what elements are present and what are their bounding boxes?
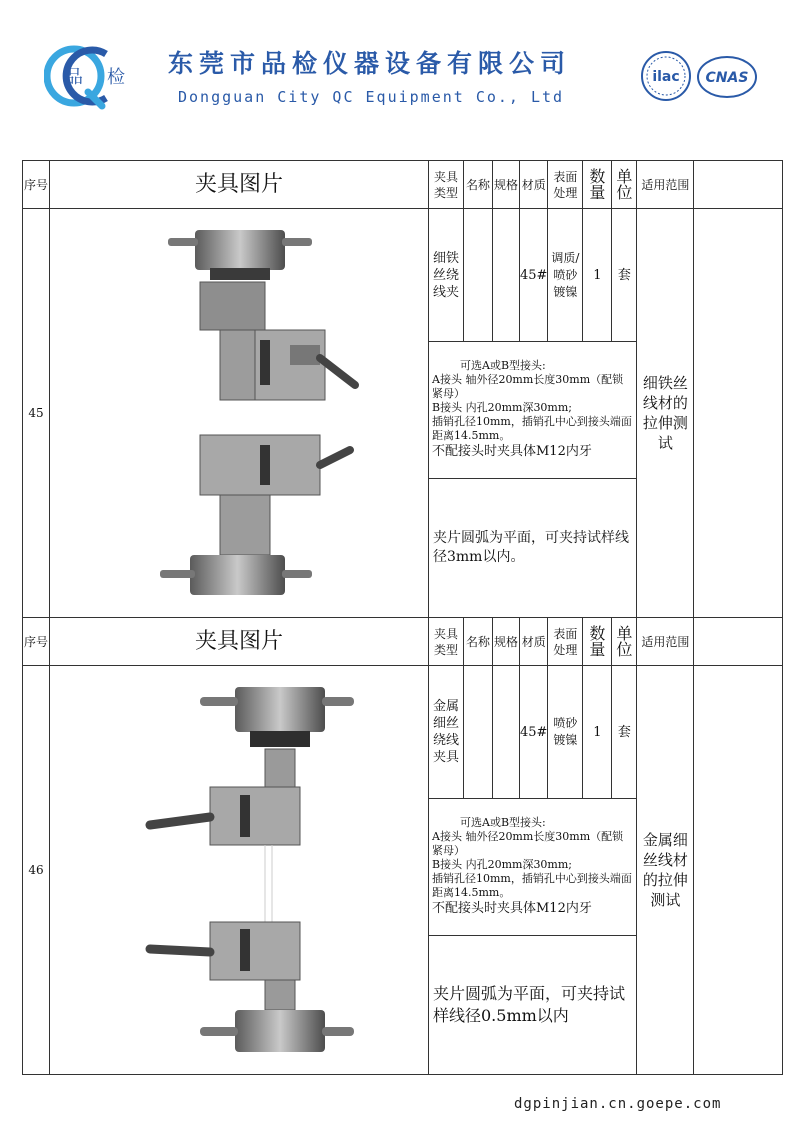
page-header xyxy=(0,0,793,140)
item-scope: 金属细丝线材的拉伸测试 xyxy=(637,666,694,1075)
col-seq: 序号 xyxy=(23,618,50,666)
note-b: B接头 内孔20mm深30mm; xyxy=(432,858,573,871)
col-scope: 适用范围 xyxy=(637,161,694,209)
col-surface: 表面处理 xyxy=(548,618,583,666)
company-name-cn: 东莞市品检仪器设备有限公司 xyxy=(168,49,572,78)
note-pin: 插销孔径10mm，插销孔中心到接头端面距离14.5mm。 xyxy=(432,415,632,442)
item-remark: 夹片圆弧为平面，可夹持试样线径3mm以内。 xyxy=(429,479,637,618)
item-qty: 1 xyxy=(583,209,612,342)
item-blank xyxy=(694,209,783,618)
col-type: 夹具类型 xyxy=(429,618,464,666)
col-unit: 单位 xyxy=(612,161,637,209)
item-joint-notes xyxy=(429,799,637,936)
company-name-en: Dongguan City QC Equipment Co., Ltd xyxy=(178,88,565,106)
item-unit: 套 xyxy=(612,666,637,799)
logo-char-1: 品 xyxy=(65,67,83,88)
item-name xyxy=(464,666,493,799)
item-spec xyxy=(493,666,520,799)
item-scope: 细铁丝线材的拉伸测试 xyxy=(637,209,694,618)
col-blank xyxy=(694,618,783,666)
item-qty: 1 xyxy=(583,666,612,799)
item-type: 细铁丝绕线夹 xyxy=(429,209,464,342)
fixture-photo-46 xyxy=(50,666,429,1075)
note-b: B接头 内孔20mm深30mm; xyxy=(432,401,573,414)
item-material: 45# xyxy=(520,209,548,342)
fixture-spec-table xyxy=(22,160,783,1075)
note-pin: 插销孔径10mm，插销孔中心到接头端面距离14.5mm。 xyxy=(432,872,632,899)
cnas-badge-icon xyxy=(696,54,758,100)
fixture-photo-46-image xyxy=(50,667,428,1070)
fixture-photo-45-image xyxy=(50,210,428,613)
cnas-text: CNAS xyxy=(705,70,749,86)
item-blank xyxy=(694,666,783,1075)
table-row xyxy=(23,666,783,799)
col-spec: 规格 xyxy=(493,618,520,666)
table-header-row xyxy=(23,161,783,209)
col-photo: 夹具图片 xyxy=(50,161,429,209)
col-material: 材质 xyxy=(520,161,548,209)
col-surface: 表面处理 xyxy=(548,161,583,209)
col-qty: 数量 xyxy=(583,161,612,209)
item-material: 45# xyxy=(520,666,548,799)
col-unit: 单位 xyxy=(612,618,637,666)
fixture-photo-45 xyxy=(50,209,429,618)
note-title: 可选A或B型接头: xyxy=(460,816,546,829)
col-spec: 规格 xyxy=(493,161,520,209)
item-seq: 45 xyxy=(23,209,50,618)
item-unit: 套 xyxy=(612,209,637,342)
col-blank xyxy=(694,161,783,209)
item-spec xyxy=(493,209,520,342)
item-name xyxy=(464,209,493,342)
note-a: A接头 轴外径20mm长度30mm（配锁紧母） xyxy=(432,373,624,400)
ilac-badge-icon xyxy=(640,50,692,102)
ilac-text: ilac xyxy=(652,69,680,85)
note-m12: 不配接头时夹具体M12内牙 xyxy=(432,901,592,916)
table-header-row xyxy=(23,618,783,666)
note-title: 可选A或B型接头: xyxy=(460,359,546,372)
item-remark: 夹片圆弧为平面，可夹持试样线径0.5mm以内 xyxy=(429,936,637,1075)
col-photo: 夹具图片 xyxy=(50,618,429,666)
col-qty: 数量 xyxy=(583,618,612,666)
logo-char-2: 检 xyxy=(107,67,125,88)
col-type: 夹具类型 xyxy=(429,161,464,209)
item-surface: 喷砂镀镍 xyxy=(548,666,583,799)
qc-logo xyxy=(44,40,144,112)
col-name: 名称 xyxy=(464,161,493,209)
col-scope: 适用范围 xyxy=(637,618,694,666)
col-seq: 序号 xyxy=(23,161,50,209)
col-material: 材质 xyxy=(520,618,548,666)
table-row xyxy=(23,209,783,342)
note-m12: 不配接头时夹具体M12内牙 xyxy=(432,444,592,459)
footer-url: dgpinjian.cn.goepe.com xyxy=(514,1096,722,1112)
item-seq: 46 xyxy=(23,666,50,1075)
col-name: 名称 xyxy=(464,618,493,666)
note-a: A接头 轴外径20mm长度30mm（配锁紧母） xyxy=(432,830,624,857)
item-surface: 调质/喷砂镀镍 xyxy=(548,209,583,342)
item-type: 金属细丝绕线夹具 xyxy=(429,666,464,799)
item-joint-notes xyxy=(429,342,637,479)
